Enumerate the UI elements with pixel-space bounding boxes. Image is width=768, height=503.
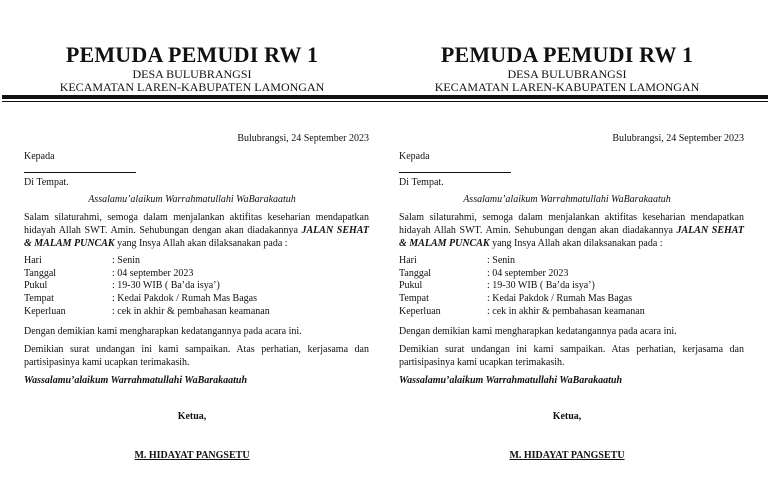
detail-label: Tempat (399, 293, 429, 305)
event-name: JALAN SEHAT & MALAM PUNCAK (399, 225, 745, 249)
intro-paragraph (399, 211, 744, 250)
detail-label: Keperluan (24, 305, 66, 317)
detail-row-day (24, 255, 270, 268)
detail-label: Hari (399, 255, 417, 266)
closing-paragraph: Demikian surat undangan ini kami sampaikan. Atas perhatian, kerjasama dan partisipasinya kami ucapkan terimakasih. (24, 344, 369, 368)
event-details (399, 255, 645, 318)
detail-label: Keperluan (399, 305, 441, 317)
letter-date: Bulubrangsi, 24 September 2023 (237, 133, 369, 144)
recipient-blank-line (399, 172, 511, 173)
recipient-label: Kepada (24, 151, 55, 162)
detail-value: : 19-30 WIB ( Ba’da isya’) (487, 280, 595, 292)
detail-value: : Senin (487, 255, 516, 266)
detail-value: : 04 september 2023 (112, 267, 194, 279)
intro-paragraph (24, 211, 369, 250)
opening-greeting: Assalamu’alaikum Warrahmatullahi WaBarakaatuh (88, 194, 296, 205)
opening-greeting: Assalamu’alaikum Warrahmatullahi WaBarakaatuh (463, 194, 671, 205)
detail-label: Tempat (24, 293, 54, 305)
invitation-letter-right (375, 0, 759, 503)
detail-row-date (399, 268, 645, 281)
event-details (24, 255, 270, 318)
detail-row-day (399, 255, 645, 268)
detail-label: Tanggal (399, 267, 432, 279)
signer-role: Ketua, (177, 411, 207, 422)
detail-value: : Senin (112, 255, 141, 266)
detail-label: Pukul (399, 280, 423, 292)
detail-row-place (24, 293, 270, 306)
detail-value: : 04 september 2023 (487, 267, 569, 279)
detail-label: Tanggal (24, 267, 57, 279)
intro-tail: yang Insya Allah akan dilaksanakan pada : (489, 238, 663, 249)
detail-value: : 19-30 WIB ( Ba’da isya’) (112, 280, 220, 292)
detail-row-time (24, 280, 270, 293)
detail-row-place (399, 293, 645, 306)
detail-label: Hari (24, 255, 42, 266)
intro-text: Salam silaturahmi, semoga dalam menjalankan aktifitas keseharian mendapatkan hidayah Allah SWT. Amin. Sehubungan dengan akan diadakannya (399, 212, 744, 236)
intro-text: Salam silaturahmi, semoga dalam menjalankan aktifitas keseharian mendapatkan hidayah Allah SWT. Amin. Sehubungan dengan akan diadakannya (24, 212, 369, 236)
signer-role: Ketua, (552, 411, 582, 422)
letter-date: Bulubrangsi, 24 September 2023 (612, 133, 744, 144)
organization-district: KECAMATAN LAREN-KABUPATEN LAMONGAN (59, 80, 325, 94)
intro-tail: yang Insya Allah akan dilaksanakan pada : (114, 238, 288, 249)
closing-paragraph: Demikian surat undangan ini kami sampaikan. Atas perhatian, kerjasama dan partisipasinya kami ucapkan terimakasih. (399, 344, 744, 368)
organization-village: DESA BULUBRANGSI (507, 67, 627, 81)
detail-value: : cek in akhir & pembahasan keamanan (112, 305, 270, 317)
detail-row-time (399, 280, 645, 293)
detail-row-date (24, 268, 270, 281)
closing-greeting: Wassalamu’alaikum Warrahmatullahi WaBarakaatuh (24, 375, 248, 386)
recipient-label: Kepada (399, 151, 430, 162)
organization-district: KECAMATAN LAREN-KABUPATEN LAMONGAN (434, 80, 700, 94)
hope-paragraph: Dengan demikian kami mengharapkan kedatangannya pada acara ini. (399, 326, 677, 337)
signer-name: M. HIDAYAT PANGSETU (134, 450, 250, 461)
hope-paragraph: Dengan demikian kami mengharapkan kedatangannya pada acara ini. (24, 326, 302, 337)
detail-label: Pukul (24, 280, 48, 292)
organization-village: DESA BULUBRANGSI (132, 67, 252, 81)
event-name: JALAN SEHAT & MALAM PUNCAK (24, 225, 370, 249)
recipient-blank-line (24, 172, 136, 173)
detail-value: : Kedai Pakdok / Rumah Mas Bagas (487, 293, 632, 305)
recipient-place: Di Tempat. (399, 177, 444, 188)
detail-value: : Kedai Pakdok / Rumah Mas Bagas (112, 293, 257, 305)
organization-title: PEMUDA PEMUDI RW 1 (65, 42, 319, 67)
closing-greeting: Wassalamu’alaikum Warrahmatullahi WaBarakaatuh (399, 375, 623, 386)
recipient-place: Di Tempat. (24, 177, 69, 188)
detail-row-purpose (24, 306, 270, 319)
signer-name: M. HIDAYAT PANGSETU (509, 450, 625, 461)
detail-value: : cek in akhir & pembahasan keamanan (487, 305, 645, 317)
detail-row-purpose (399, 306, 645, 319)
organization-title: PEMUDA PEMUDI RW 1 (440, 42, 694, 67)
